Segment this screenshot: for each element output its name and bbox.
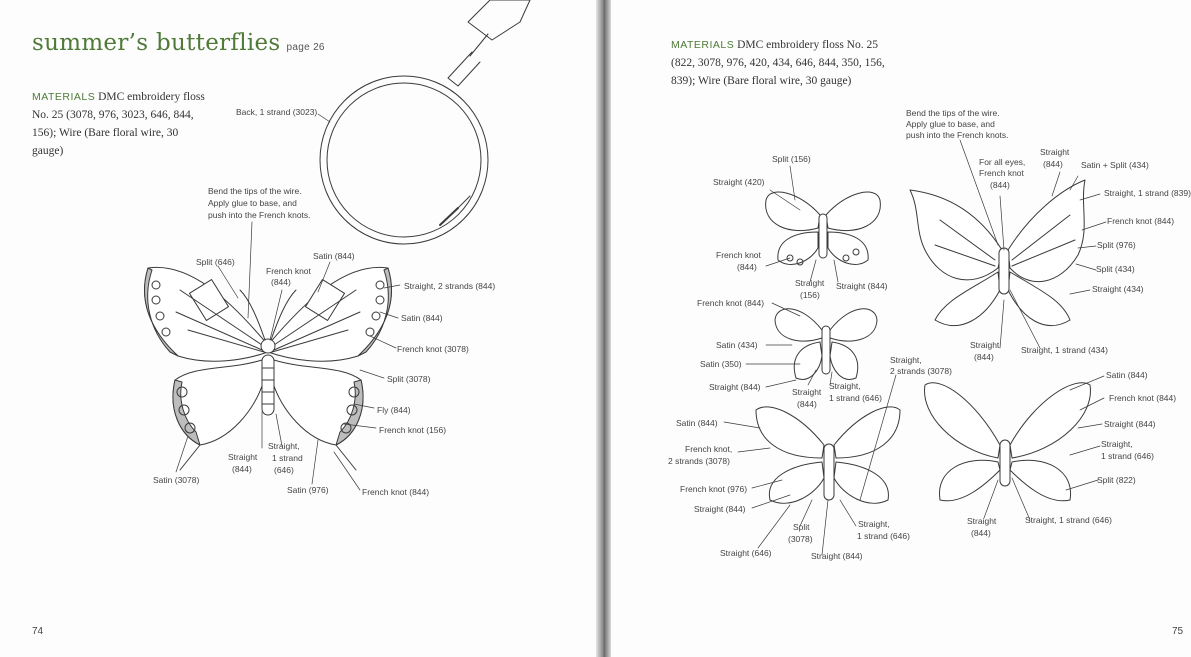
label: (844)	[971, 528, 991, 538]
left-materials	[32, 88, 212, 160]
page-title	[32, 30, 325, 56]
label: French knot,	[685, 444, 733, 454]
label: 1 strand (646)	[829, 393, 882, 403]
label: (844)	[1043, 159, 1063, 169]
label: Straight,	[268, 441, 300, 451]
label: Satin (3078)	[153, 475, 200, 485]
label: French knot (844)	[362, 487, 430, 497]
label: Apply glue to base, and	[208, 198, 297, 208]
right-butterfly-b	[910, 180, 1085, 326]
title-text: summer’s butterflies	[32, 30, 281, 56]
label: Straight	[970, 340, 1000, 350]
page-number-left: 74	[32, 626, 44, 637]
right-materials	[671, 36, 886, 90]
label: 2 strands (3078)	[890, 366, 952, 376]
label: push into the French knots.	[208, 210, 311, 220]
label: Satin (976)	[287, 485, 329, 495]
right-butterfly-d	[756, 407, 900, 503]
label: Straight,	[829, 381, 861, 391]
label: Straight, 2 strands (844)	[404, 281, 496, 291]
label: (844)	[737, 262, 757, 272]
label: Split (822)	[1097, 475, 1136, 485]
label: (3078)	[788, 534, 813, 544]
label: Straight	[228, 452, 258, 462]
label: 1 strand (646)	[857, 531, 910, 541]
label: (156)	[800, 290, 820, 300]
label: Straight,	[890, 355, 922, 365]
materials-label: MATERIALS	[671, 39, 735, 51]
label: Fly (844)	[377, 405, 411, 415]
label: Straight, 1 strand (646)	[1025, 515, 1112, 525]
label: Apply glue to base, and	[906, 119, 995, 129]
label: Split (434)	[1096, 264, 1135, 274]
label: Straight (844)	[811, 551, 863, 561]
label: Back, 1 strand (3023)	[236, 107, 318, 117]
label: (844)	[974, 352, 994, 362]
label: (844)	[990, 180, 1010, 190]
label: Straight,	[1101, 439, 1133, 449]
label: push into the French knots.	[906, 130, 1009, 140]
label: Satin + Split (434)	[1081, 160, 1149, 170]
label: Straight (844)	[836, 281, 888, 291]
page-number-right: 75	[1172, 626, 1184, 637]
label: French knot (844)	[1107, 216, 1175, 226]
label: Split (3078)	[387, 374, 431, 384]
label: For all eyes,	[979, 157, 1026, 167]
materials-label: MATERIALS	[32, 91, 96, 103]
label: Satin (844)	[676, 418, 718, 428]
right-butterfly-a	[766, 192, 881, 265]
label: Straight (844)	[1104, 419, 1156, 429]
label: Straight	[795, 278, 825, 288]
right-butterfly-c	[775, 309, 877, 380]
label: Straight (420)	[713, 177, 765, 187]
label: Straight (844)	[709, 382, 761, 392]
label: 1 strand	[272, 453, 303, 463]
label: Straight,	[858, 519, 890, 529]
right-butterfly-e	[925, 383, 1091, 501]
label: (844)	[271, 277, 291, 287]
label: Satin (350)	[700, 359, 742, 369]
label: Split	[793, 522, 810, 532]
label: Straight (646)	[720, 548, 772, 558]
left-butterfly-illustration	[145, 267, 392, 470]
label: French knot	[266, 266, 311, 276]
label: Straight	[1040, 147, 1070, 157]
label: Straight, 1 strand (434)	[1021, 345, 1108, 355]
label: French knot (976)	[680, 484, 748, 494]
label: Satin (844)	[1106, 370, 1148, 380]
label: French knot (844)	[1109, 393, 1177, 403]
label: (844)	[797, 399, 817, 409]
magnifying-glass-illustration	[320, 0, 530, 244]
label: Bend the tips of the wire.	[208, 186, 302, 196]
label: French knot (3078)	[397, 344, 469, 354]
materials-text: DMC embroidery floss No. 25 (3078, 976, 3023, 646, 844, 156); Wire (Bare floral wire, 30 gauge)	[32, 91, 205, 157]
label: Straight (434)	[1092, 284, 1144, 294]
label: Satin (844)	[313, 251, 355, 261]
label: French knot	[979, 168, 1024, 178]
label: French knot (156)	[379, 425, 447, 435]
label: Straight, 1 strand (839)	[1104, 188, 1191, 198]
label: French knot	[716, 250, 761, 260]
label: Split (976)	[1097, 240, 1136, 250]
label: Straight	[967, 516, 997, 526]
label: Split (156)	[772, 154, 811, 164]
materials-text: DMC embroidery floss No. 25 (822, 3078, 976, 420, 434, 646, 844, 350, 156, 839); Wire (Bare floral wire, 30 gauge)	[671, 39, 885, 87]
label: 2 strands (3078)	[668, 456, 730, 466]
label: (646)	[274, 465, 294, 475]
title-page-ref: page 26	[286, 42, 325, 53]
label: Split (646)	[196, 257, 235, 267]
label: Straight (844)	[694, 504, 746, 514]
label: (844)	[232, 464, 252, 474]
label: 1 strand (646)	[1101, 451, 1154, 461]
label: Straight	[792, 387, 822, 397]
label: Satin (434)	[716, 340, 758, 350]
label: Satin (844)	[401, 313, 443, 323]
label: Bend the tips of the wire.	[906, 108, 1000, 118]
label: French knot (844)	[697, 298, 765, 308]
